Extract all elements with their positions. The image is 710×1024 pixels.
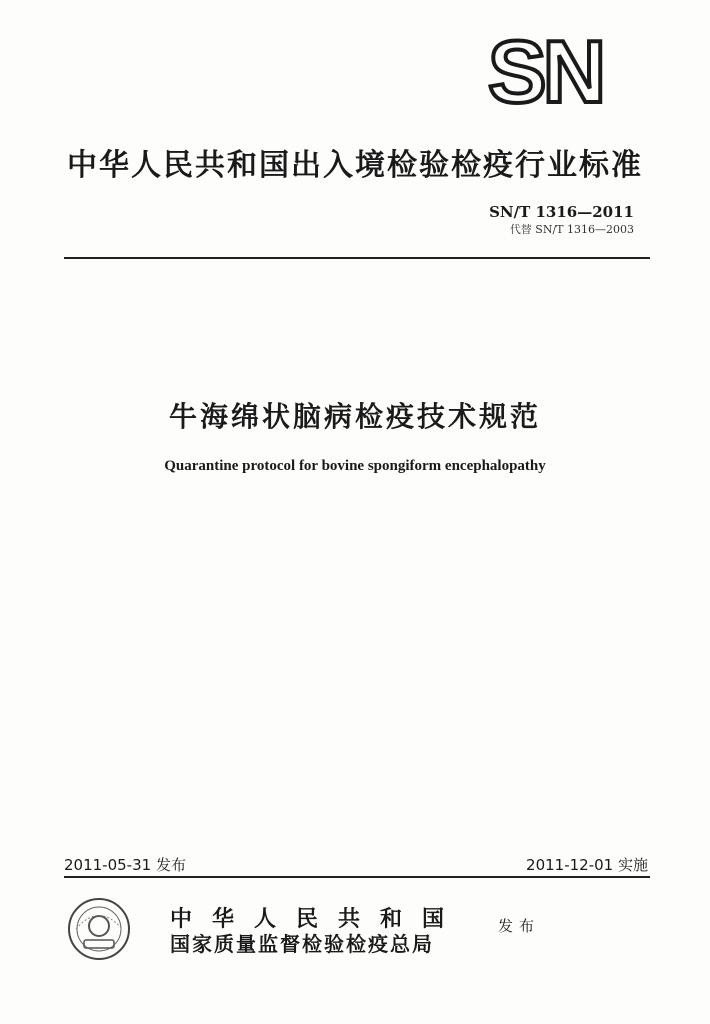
document-title-cn: 牛海绵状脑病检疫技术规范 xyxy=(168,400,541,433)
header-title: 中华人民共和国出入境检验检疫行业标准 xyxy=(67,148,643,183)
sn-logo xyxy=(470,32,620,108)
issue-label: 发布 xyxy=(498,917,541,935)
issuer-agency: 国家质量监督检验检疫总局 xyxy=(170,932,434,956)
standard-replaces: 代替 SN/T 1316—2003 xyxy=(509,223,634,236)
implementation-date: 2011-12-01 实施 xyxy=(526,856,648,874)
sn-logo-text: SN xyxy=(487,32,603,108)
divider-top xyxy=(64,257,650,259)
seal-icon xyxy=(66,896,132,962)
divider-bottom xyxy=(64,876,650,878)
issue-date: 2011-05-31 发布 xyxy=(64,856,186,874)
issuer-country: 中华人民共和国 xyxy=(170,906,465,932)
standard-code: SN/T 1316—2011 xyxy=(489,203,634,221)
document-title-en: Quarantine protocol for bovine spongiform encephalopathy xyxy=(164,458,546,474)
